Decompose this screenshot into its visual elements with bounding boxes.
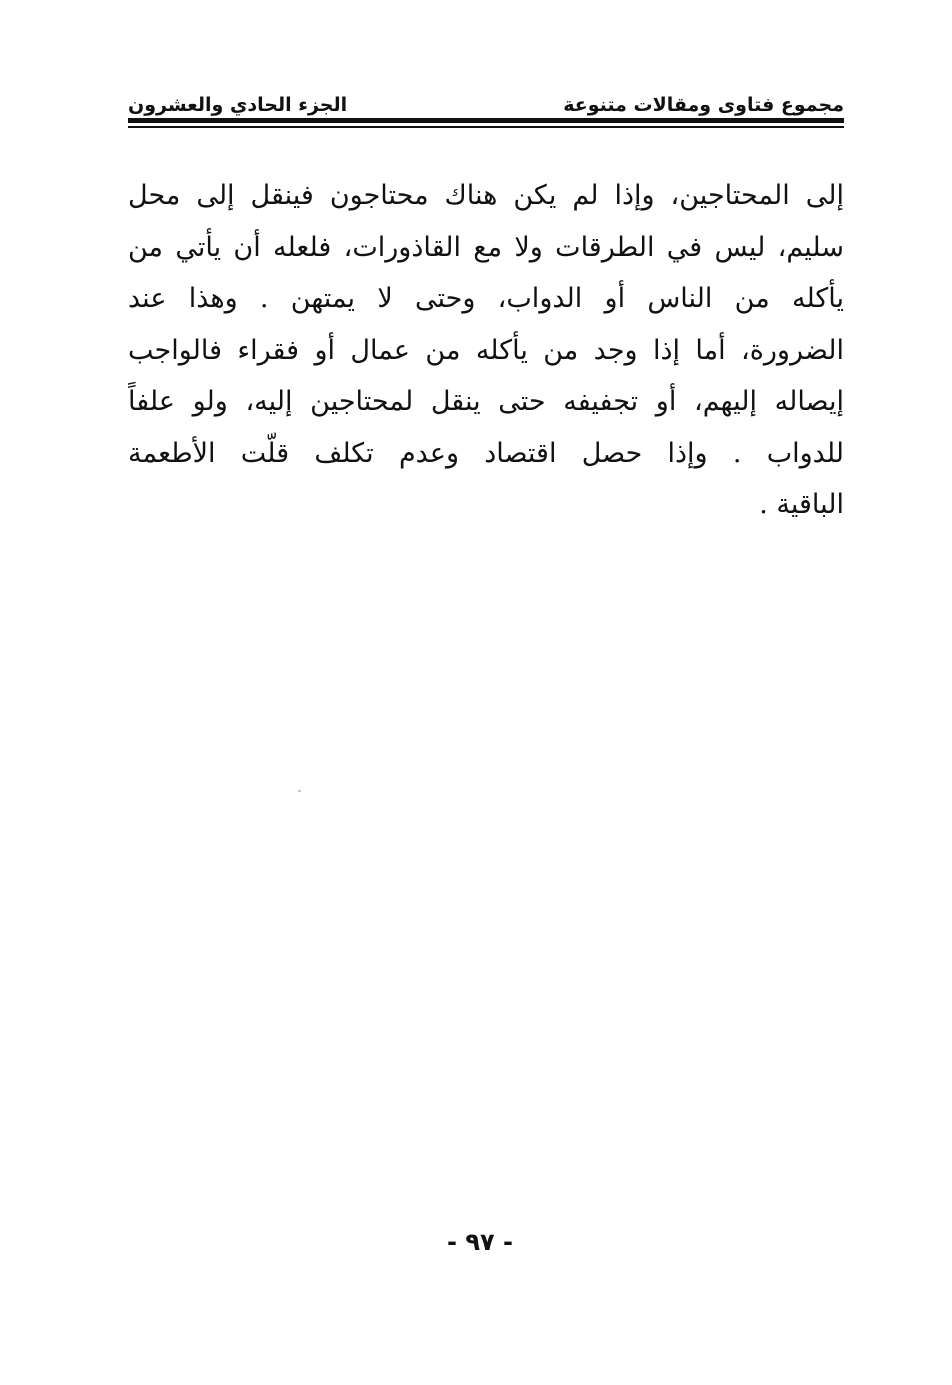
header-rule-thick xyxy=(128,118,844,123)
header-rule-thin xyxy=(128,126,844,128)
text-line: إيصاله إليهم، أو تجفيفه حتى ينقل لمحتاجين إليه، ولو علفاً xyxy=(128,386,844,417)
text-line: إلى المحتاجين، وإذا لم يكن هناك محتاجون فينقل إلى محل xyxy=(128,180,844,211)
volume-label: الجزء الحادي والعشرون xyxy=(128,94,348,116)
book-title: مجموع فتاوى ومقالات متنوعة xyxy=(563,94,844,116)
page-number: - ٩٧ - xyxy=(447,1228,513,1256)
running-header xyxy=(128,80,844,116)
text-line: للدواب . وإذا حصل اقتصاد وعدم تكلف قلّت الأطعمة xyxy=(128,437,844,469)
scan-speck xyxy=(298,790,301,792)
text-line: الباقية . xyxy=(759,489,844,520)
text-line: الضرورة، أما إذا وجد من يأكله من عمال أو فقراء فالواجب xyxy=(128,334,844,366)
text-line: سليم، ليس في الطرقات ولا مع القاذورات، فلعله أن يأتي من xyxy=(128,231,844,263)
body-text xyxy=(128,170,844,531)
text-line: يأكله من الناس أو الدواب، وحتى لا يمتهن . وهذا عند xyxy=(128,283,844,314)
